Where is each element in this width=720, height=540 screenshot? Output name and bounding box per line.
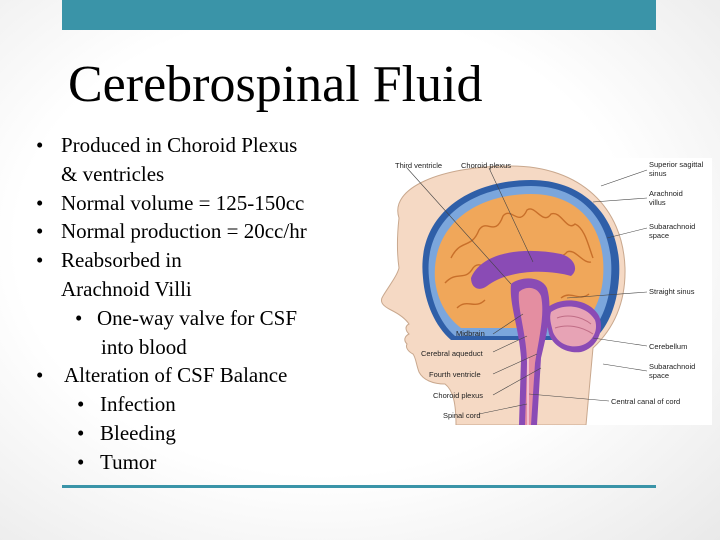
bullet-dot: • [36,219,44,244]
label-central-canal: Central canal of cord [611,397,681,406]
brain-csf-diagram [361,158,712,425]
bullet-text: Arachnoid Villi [61,277,192,301]
label-fourth-ventricle: Fourth ventricle [429,370,481,379]
label-cerebral-aqueduct: Cerebral aqueduct [421,349,483,358]
sub-bullet-text: One-way valve for CSF [97,305,298,330]
top-accent-bar [62,0,656,30]
label-choroid-plexus-bottom: Choroid plexus [433,391,484,400]
label-straight-sinus: Straight sinus [649,287,695,296]
label-subarachnoid-space-bottom-line2: space [649,371,670,380]
bullet-dot: • [36,190,44,215]
bullet-text: Normal volume = 125-150cc [61,190,305,215]
label-arachnoid-villus-line2: villus [649,198,666,207]
bullet-text: & ventricles [61,161,165,186]
label-arachnoid-villus: Arachnoid [649,189,683,198]
slide-title: Cerebrospinal Fluid [68,56,483,113]
bullet-text: Reabsorbed in [61,248,182,273]
bullet-text: Alteration of CSF Balance [64,363,288,388]
bullet-text: Produced in Choroid Plexus [61,133,298,157]
sub-bullet-dot: • [77,392,85,417]
label-superior-sagittal-sinus: Superior sagittal [649,160,704,169]
label-choroid-plexus-top: Choroid plexus [461,161,512,170]
brain-illustration [361,158,712,425]
bullet-text: Normal production = 20cc/hr [61,219,307,244]
label-third-ventricle: Third ventricle [395,161,443,170]
bullet-dot: • [36,363,44,388]
label-subarachnoid-space-top-line2: space [649,231,670,240]
sub-bullet-dot: • [77,449,85,474]
sub-bullet-text: Tumor [100,449,157,474]
sub-bullet-dot: • [77,421,85,445]
bullet-dot: • [36,248,44,273]
label-subarachnoid-space-top: Subarachnoid [649,222,696,231]
label-spinal-cord: Spinal cord [443,411,481,420]
label-cerebellum: Cerebellum [649,342,688,351]
label-midbrain: Midbrain [456,329,485,338]
label-superior-sagittal-sinus-line2: sinus [649,169,667,178]
label-subarachnoid-space-bottom: Subarachnoid [649,362,696,371]
sub-bullet-text: Infection [100,392,176,417]
sub-bullet-text: Bleeding [100,421,176,445]
bottom-accent-line [62,485,656,488]
sub-bullet-text: into blood [101,334,187,359]
bullet-dot: • [36,133,44,157]
sub-bullet-dot: • [75,305,83,330]
